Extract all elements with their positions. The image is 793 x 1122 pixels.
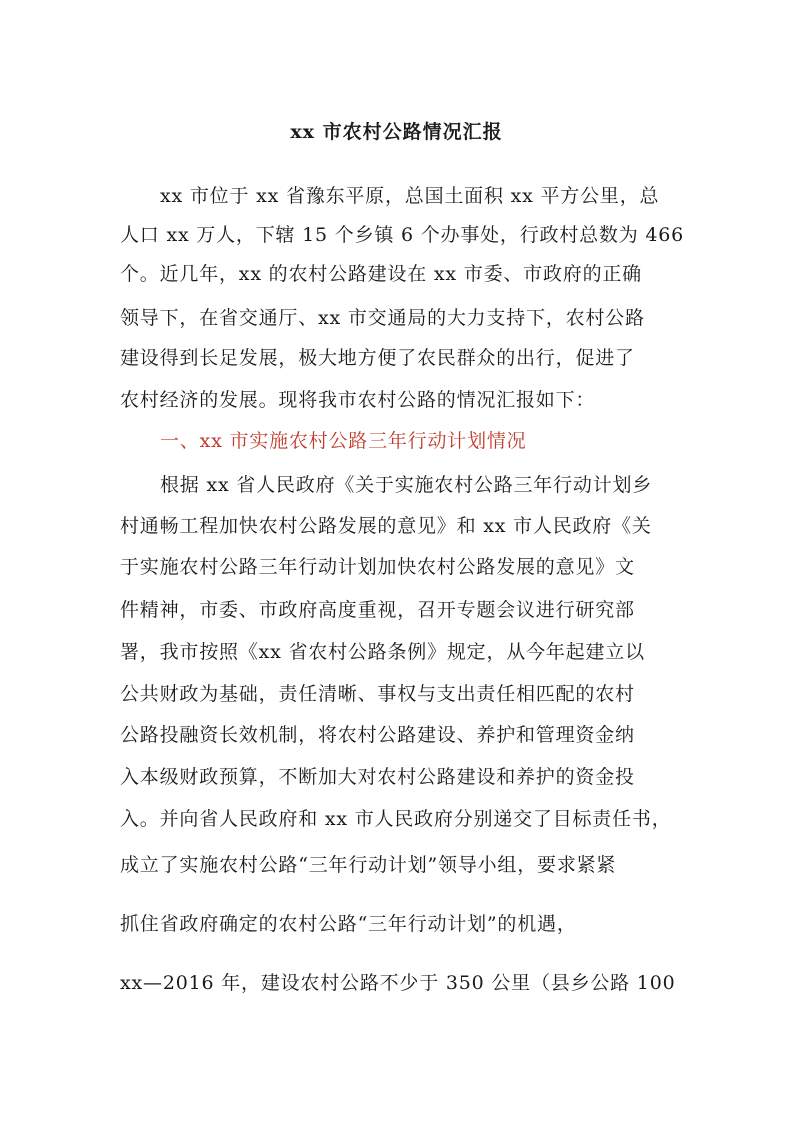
paragraph-line: 个。近几年，xx 的农村公路建设在 xx 市委、市政府的正确	[120, 263, 642, 285]
paragraph-line: 入。并向省人民政府和 xx 市人民政府分别递交了目标责任书，	[120, 808, 672, 830]
paragraph-line: 建设得到长足发展，极大地方便了农民群众的出行，促进了	[120, 347, 635, 369]
paragraph-line: 公共财政为基础，责任清晰、事权与支出责任相匹配的农村	[120, 683, 635, 705]
paragraph-line: 农村经济的发展。现将我市农村公路的情况汇报如下：	[120, 389, 596, 411]
document-title: xx 市农村公路情况汇报	[290, 121, 503, 143]
paragraph-line: 村通畅工程加快农村公路发展的意见》和 xx 市人民政府《关	[120, 515, 652, 537]
paragraph-line: xx—2016 年，建设农村公路不少于 350 公里（县乡公路 100	[120, 972, 676, 994]
paragraph-line: 件精神，市委、市政府高度重视，召开专题会议进行研究部	[120, 599, 635, 621]
paragraph-line: 于实施农村公路三年行动计划加快农村公路发展的意见》文	[120, 556, 635, 578]
paragraph-line: xx 市位于 xx 省豫东平原，总国土面积 xx 平方公里，总	[160, 185, 660, 207]
paragraph-line: 公路投融资长效机制，将农村公路建设、养护和管理资金纳	[120, 724, 635, 746]
paragraph-line: 人口 xx 万人，下辖 15 个乡镇 6 个办事处，行政村总数为 466	[120, 224, 685, 246]
paragraph-line: 入本级财政预算，不断加大对农村公路建设和养护的资金投	[120, 766, 635, 788]
paragraph-line: 领导下，在省交通厅、xx 市交通局的大力支持下，农村公路	[120, 307, 645, 329]
paragraph-line: 成立了实施农村公路“三年行动计划”领导小组，要求紧紧	[120, 854, 617, 876]
paragraph-line: 署，我市按照《xx 省农村公路条例》规定，从今年起建立以	[120, 641, 645, 663]
section-heading: 一、xx 市实施农村公路三年行动计划情况	[160, 430, 527, 452]
paragraph-line: 抓住省政府确定的农村公路“三年行动计划”的机遇，	[120, 913, 577, 935]
paragraph-line: 根据 xx 省人民政府《关于实施农村公路三年行动计划乡	[160, 474, 653, 496]
